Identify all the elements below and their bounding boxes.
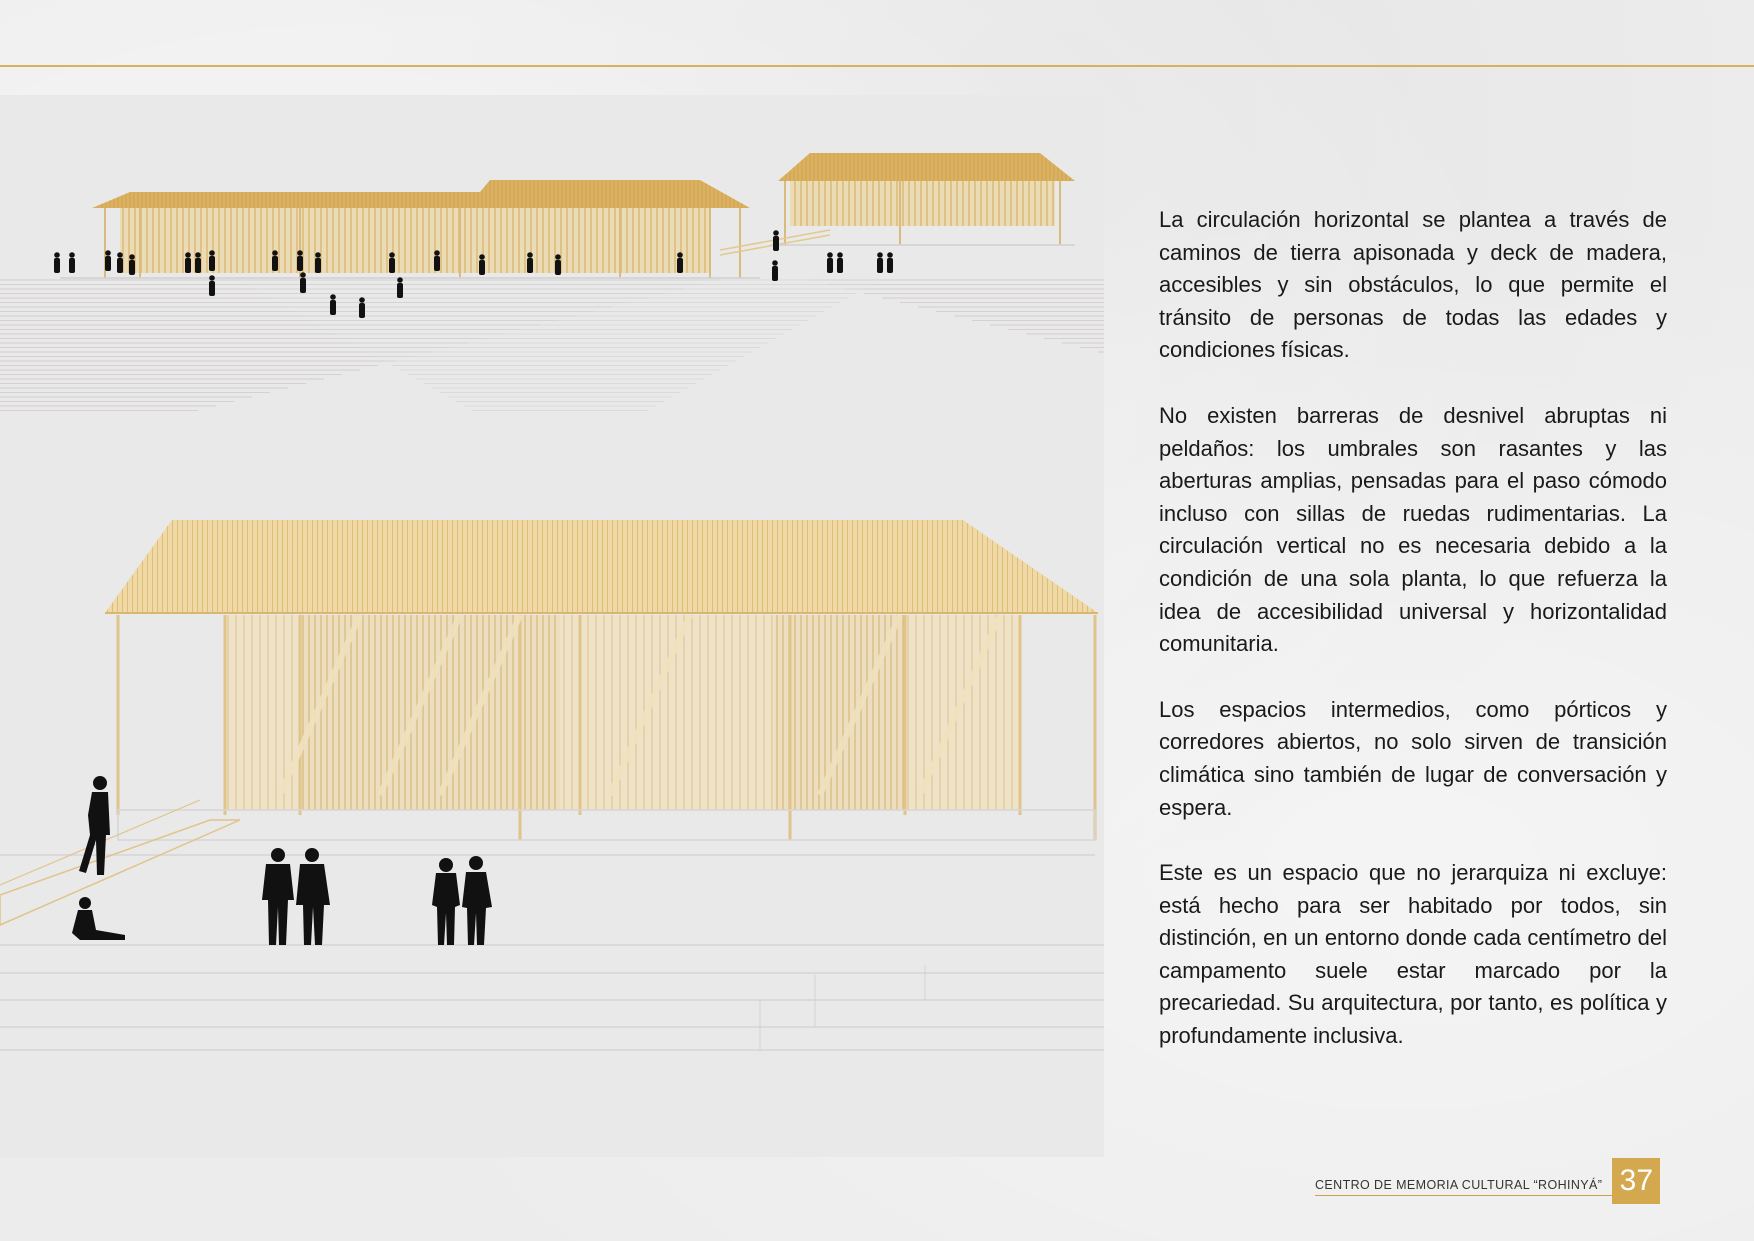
person-silhouette <box>209 250 215 271</box>
person-silhouette <box>117 252 123 273</box>
person-silhouette <box>677 252 683 273</box>
person-silhouette <box>837 252 843 273</box>
page-number: 37 <box>1612 1158 1660 1204</box>
person-silhouette <box>72 897 125 940</box>
body-text-column <box>1159 204 1667 1086</box>
person-silhouette <box>527 252 533 273</box>
person-silhouette <box>209 275 215 296</box>
person-silhouette <box>389 252 395 273</box>
paragraph-horizontal-circulation: La circulación horizontal se plantea a través de caminos de tierra apisonada y deck de madera, accesibles y sin obstáculos, lo que permite el tránsito de personas de todas las edades y condiciones físicas. <box>1159 207 1667 363</box>
person-silhouette <box>827 252 833 273</box>
upper-terraces <box>0 280 1104 411</box>
person-silhouette <box>772 260 778 281</box>
architectural-elevation-drawing <box>0 95 1104 1157</box>
person-silhouette <box>195 252 201 273</box>
lower-ground-lines <box>0 945 1104 1050</box>
header-rule <box>0 65 1754 67</box>
person-silhouette <box>397 277 403 298</box>
person-silhouette <box>296 848 330 945</box>
paragraph-inclusive-space: Este es un espacio que no jerarquiza ni excluye: está hecho para ser habitado por todos, sin distinción, en un entorno donde cada centímetro del campamento suele estar marcado por la precariedad. Su arquitectura, por tanto, es política y profundamente inclusiva. <box>1159 860 1667 1049</box>
paragraph-intermediate-spaces: Los espacios intermedios, como pórticos y corredores abiertos, no solo sirven de transición climática sino también de lugar de conversación y espera. <box>1159 696 1667 820</box>
upper-left-pavilion <box>60 180 760 278</box>
person-silhouette <box>432 858 460 945</box>
paragraph-no-barriers: No existen barreras de desnivel abruptas ni peldaños: los umbrales son rasantes y las aberturas amplias, pensadas para el paso cómodo incluso con sillas de ruedas rudimentarias. La circulación vertical no es necesaria debido a la condición de una sola planta, lo que refuerza la idea de accesibilidad universal y horizontalidad comunitaria. <box>1159 402 1667 657</box>
person-silhouette <box>315 252 321 273</box>
person-silhouette <box>69 252 75 273</box>
person-silhouette <box>434 250 440 271</box>
footer-title: CENTRO DE MEMORIA CULTURAL “ROHINYÁ” <box>1315 1166 1612 1196</box>
person-silhouette <box>462 856 492 945</box>
person-silhouette <box>79 776 110 875</box>
person-silhouette <box>272 250 278 271</box>
person-silhouette <box>330 294 336 315</box>
person-silhouette <box>54 252 60 273</box>
person-silhouette <box>359 297 365 318</box>
person-silhouette <box>185 252 191 273</box>
person-silhouette <box>297 250 303 271</box>
person-silhouette <box>877 252 883 273</box>
person-silhouette <box>479 254 485 275</box>
person-silhouette <box>887 252 893 273</box>
person-silhouette <box>773 230 779 251</box>
person-silhouette <box>105 250 111 271</box>
person-silhouette <box>555 254 561 275</box>
person-silhouette <box>262 848 294 945</box>
lower-pavilion <box>0 520 1098 925</box>
page-footer <box>1315 1158 1660 1204</box>
person-silhouette <box>300 272 306 293</box>
person-silhouette <box>129 254 135 275</box>
